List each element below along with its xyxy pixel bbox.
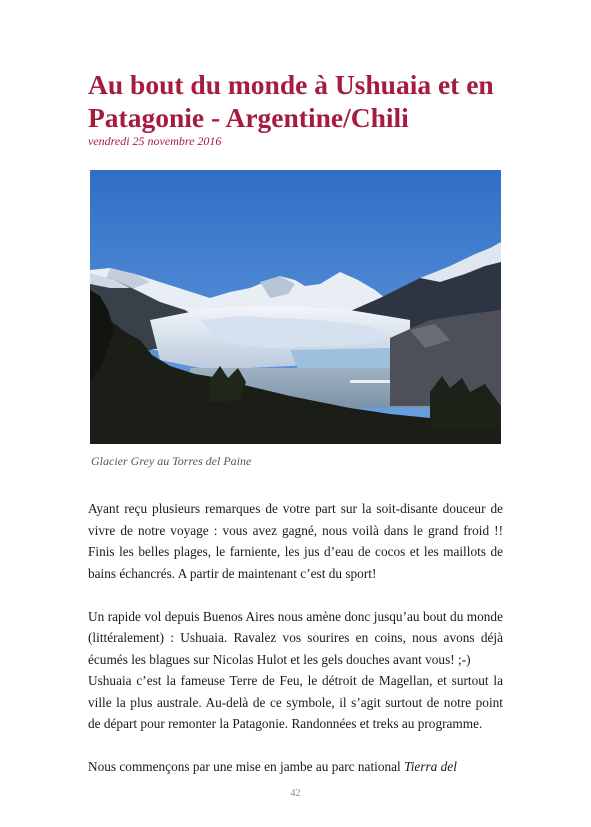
paragraph-1: Ayant reçu plusieurs remarques de votre part sur la soit-disante douceur de vivre de notre voyage : vous avez gagné, nous voilà dans le grand froid !! Finis les belles plages, le farniente, les jus d’eau de cocos et les maillots de bains échancrés. A partir de maintenant c’est du sport! — [88, 501, 503, 581]
article-date: vendredi 25 novembre 2016 — [88, 134, 222, 148]
article-body — [88, 498, 503, 799]
paragraph-4-emphasis: Tierra del — [404, 759, 457, 774]
paragraph-4 — [88, 756, 503, 778]
paragraph-4-text: Nous commençons par une mise en jambe au parc national — [88, 759, 405, 774]
glacier-photo — [90, 170, 501, 444]
page-number: 42 — [290, 788, 301, 799]
paragraph-3: Ushuaia c’est la fameuse Terre de Feu, le détroit de Magellan, et surtout la ville la plus australe. Au-delà de ce symbole, il s’agit surtout de notre point de départ pour remonter la Patagonie. Randonnées et treks au programme. — [88, 673, 503, 731]
article-title: Au bout du monde à Ushuaia et en Patagonie - Argentine/Chili — [88, 69, 494, 133]
photo-caption: Glacier Grey au Torres del Paine — [91, 454, 252, 468]
paragraph-2: Un rapide vol depuis Buenos Aires nous amène donc jusqu’au bout du monde (littéralement) : Ushuaia. Ravalez vos sourires en coins, nous avons déjà écumés les blagues sur Nicolas Hulot et les gels douches avant vous! ;-) — [88, 608, 503, 667]
